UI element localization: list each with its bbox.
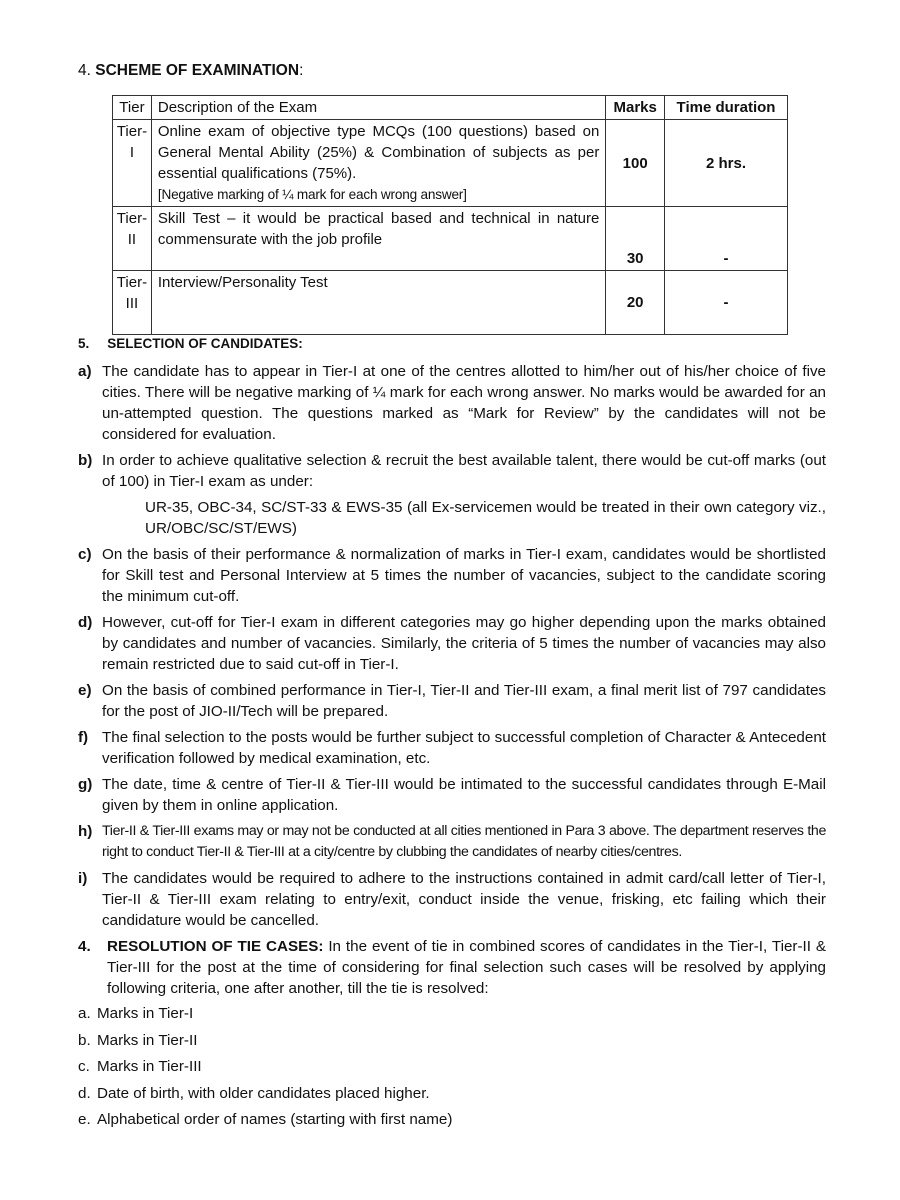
list-item [78, 1056, 826, 1083]
header-marks: Marks [606, 96, 665, 120]
item-text: Marks in Tier-I [97, 1005, 194, 1022]
item-text: The date, time & centre of Tier-II & Tier-III would be intimated to the successful candidates through E-Mail given by them in online application. [102, 776, 826, 814]
list-item [78, 1109, 826, 1136]
item-label: b) [78, 452, 93, 469]
cell-marks: 30 [606, 207, 665, 271]
tie-criteria-list [78, 1003, 826, 1136]
item-text: Date of birth, with older candidates placed higher. [97, 1084, 430, 1102]
item-label: d. [78, 1084, 91, 1102]
cell-tier: Tier-III [113, 271, 152, 335]
cutoff-marks-text: UR-35, OBC-34, SC/ST-33 & EWS-35 (all Ex-servicemen would be treated in their own category viz., UR/OBC/SC/ST/EWS) [145, 499, 826, 537]
item-label: c. [78, 1058, 90, 1075]
cell-description: Skill Test – it would be practical based and technical in nature commensurate with the job profile [151, 207, 605, 271]
header-description: Description of the Exam [151, 96, 605, 120]
section-title-suffix: : [299, 62, 304, 79]
item-label: c) [78, 546, 92, 563]
list-item [78, 868, 826, 931]
cell-tier: Tier-II [113, 207, 152, 271]
item-label: g) [78, 776, 93, 793]
item-text: However, cut-off for Tier-I exam in different categories may go higher depending upon the marks obtained by candidates and number of vacancies. Similarly, the criteria of 5 times the number of vacancies may also remain restricted due to said cut-off in Tier-I. [102, 614, 826, 673]
table-header-row [113, 96, 788, 120]
section-number: 4. [78, 938, 91, 955]
item-text: The final selection to the posts would be further subject to successful completion of Character & Antecedent verification followed by medical examination, etc. [102, 729, 826, 767]
item-label: f) [78, 729, 89, 746]
section-4-heading [78, 62, 303, 80]
section-5-heading [78, 336, 303, 351]
item-label: b. [78, 1031, 91, 1049]
exam-scheme-table [112, 95, 788, 335]
list-item [78, 727, 826, 769]
negative-marking-note: [Negative marking of ¼ mark for each wrong answer] [157, 187, 467, 202]
list-item [78, 361, 826, 445]
cell-time: - [665, 271, 788, 335]
list-item [78, 1003, 826, 1030]
cell-description [151, 120, 605, 207]
header-tier: Tier [113, 96, 152, 120]
item-text: Marks in Tier-II [97, 1031, 198, 1049]
item-label: a. [78, 1005, 91, 1022]
list-item [78, 612, 826, 675]
item-text: On the basis of their performance & normalization of marks in Tier-I exam, candidates would be shortlisted for Skill test and Personal Interview at 5 times the number of vacancies, subject to the candidate scoring the minimum cut-off. [102, 546, 826, 605]
cell-time: - [665, 207, 788, 271]
header-time: Time duration [665, 96, 788, 120]
section-number: 4. [78, 62, 91, 79]
item-label: h) [78, 823, 93, 840]
item-label: e) [78, 682, 92, 699]
item-text: Marks in Tier-III [97, 1058, 202, 1075]
cell-tier: Tier-I [113, 120, 152, 207]
item-text: On the basis of combined performance in Tier-I, Tier-II and Tier-III exam, a final merit list of 797 candidates for the post of JIO-II/Tech will be prepared. [102, 682, 826, 720]
item-text: Alphabetical order of names (starting with first name) [97, 1111, 453, 1128]
list-item [78, 821, 826, 863]
item-text: Tier-II & Tier-III exams may or may not be conducted at all cities mentioned in Para 3 above. The department reserves the right to conduct Tier-II & Tier-III at a city/centre by clubbing the candidates of nearby cities/centres. [102, 823, 826, 860]
section-title: SCHEME OF EXAMINATION [95, 62, 300, 79]
item-label: e. [78, 1111, 91, 1128]
cell-marks: 20 [606, 271, 665, 335]
cell-time: 2 hrs. [665, 120, 788, 207]
tie-resolution-section [78, 936, 826, 999]
table-row [113, 120, 788, 207]
item-text: The candidates would be required to adhere to the instructions contained in admit card/call letter of Tier-I, Tier-II & Tier-III exam relating to entry/exit, conduct inside the venue, frisking, etc failing which their candidature would be cancelled. [102, 870, 826, 929]
item-label: i) [78, 870, 88, 887]
list-item [78, 450, 826, 539]
section-title: RESOLUTION OF TIE CASES: [107, 938, 324, 955]
list-item [78, 1083, 826, 1110]
description-text: Online exam of objective type MCQs (100 questions) based on General Mental Ability (25%) & Combination of subjects as per essential qualifications (75%). [157, 123, 600, 182]
table-row [113, 271, 788, 335]
cell-marks: 100 [606, 120, 665, 207]
selection-list [78, 361, 826, 1136]
list-item [78, 1030, 826, 1057]
list-item [78, 544, 826, 607]
item-text: In order to achieve qualitative selection & recruit the best available talent, there would be cut-off marks (out of 100) in Tier-I exam as under: [102, 452, 826, 490]
section-text: In the event of tie in combined scores of candidates in the Tier-I, Tier-II & Tier-III for the post at the time of considering for final selection such cases will be resolved by applying following criteria, one after another, till the tie is resolved: [107, 938, 827, 997]
list-item [78, 774, 826, 816]
item-label: a) [78, 363, 92, 380]
section-title: SELECTION OF CANDIDATES: [107, 336, 303, 351]
item-text: The candidate has to appear in Tier-I at one of the centres allotted to him/her out of his/her choice of five cities. There will be negative marking of ¼ mark for each wrong answer. No marks would be awarded for an un-attempted question. The questions marked as “Mark for Review” by the candidates will not be considered for evaluation. [102, 363, 826, 443]
item-label: d) [78, 614, 93, 631]
section-number: 5. [78, 336, 90, 351]
cell-description: Interview/Personality Test [151, 271, 605, 335]
list-item [78, 680, 826, 722]
table-row [113, 207, 788, 271]
